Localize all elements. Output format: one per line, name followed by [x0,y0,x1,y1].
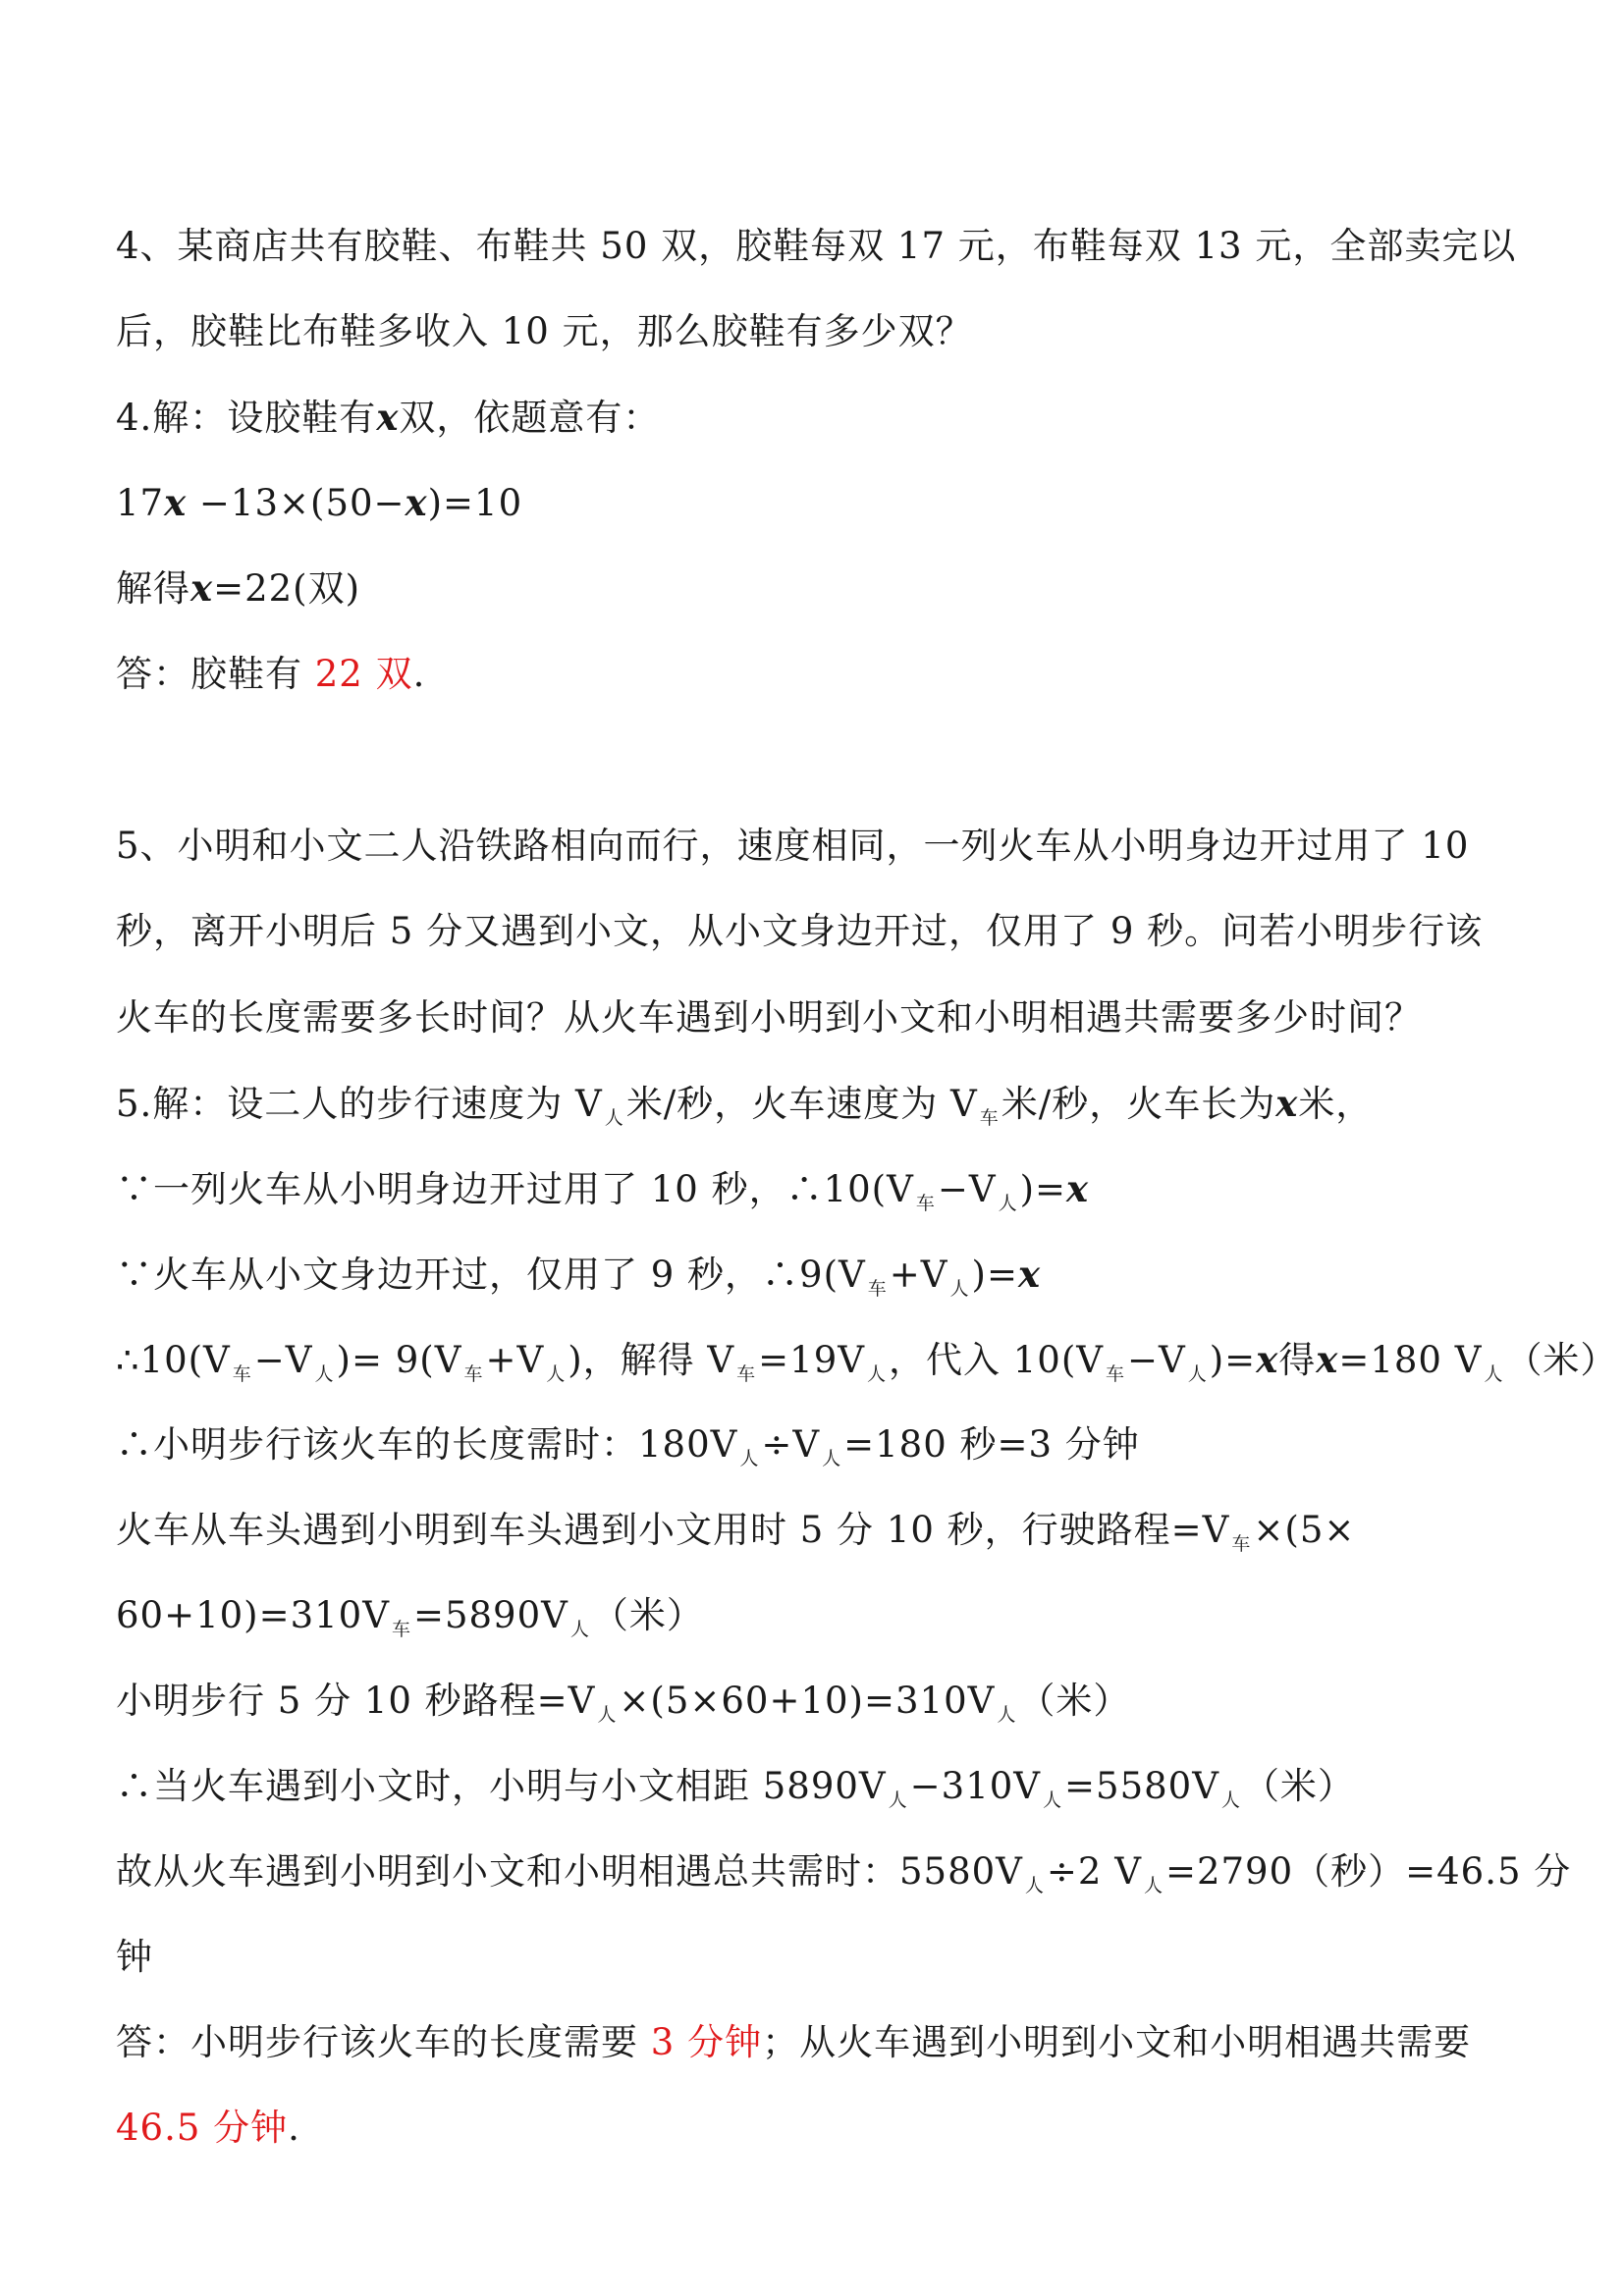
text: ∴当火车遇到小文时，小明与小文相距 5890V [116,1765,887,1807]
subscript: 人 [998,1193,1018,1214]
subscript: 车 [867,1278,888,1300]
text: 米/秒，火车速度为 V [625,1083,978,1125]
problem5-step1 [116,1079,1545,1128]
text: )= [1209,1339,1257,1381]
subscript: 人 [1024,1875,1045,1896]
text: ∴小明步行该火车的长度需时：180V [116,1423,738,1466]
subscript: 人 [1484,1363,1504,1385]
subscript: 车 [736,1363,757,1385]
subscript: 人 [546,1363,567,1385]
variable-x: x [1316,1338,1339,1381]
text: )=10 [427,482,523,524]
text: 17 [116,482,165,524]
text: 答：胶鞋有 [116,653,315,695]
variable-x: x [1066,1167,1090,1210]
text: . [288,2107,300,2149]
variable-x: x [164,481,188,524]
text: ；从火车遇到小明到小文和小明相遇共需要 [762,2021,1472,2063]
problem5-step6 [116,1506,1545,1555]
problem5-answer-line2 [116,2104,1545,2153]
text: ×(5×60+10)=310V [619,1680,996,1722]
problem5-step8 [116,1677,1545,1726]
answer-highlight: 3 分钟 [650,2021,763,2063]
subscript: 人 [604,1107,624,1129]
text: =5890V [412,1594,568,1636]
problem5-answer-line1 [116,2018,1545,2067]
text: ∵一列火车从小明身边开过用了 10 秒，∴10(V [116,1168,914,1210]
text: 双，依题意有： [399,397,661,439]
subscript: 人 [866,1363,887,1385]
text: −13×(50− [187,482,406,524]
subscript: 人 [1143,1875,1164,1896]
answer-highlight: 46.5 分钟 [116,2107,289,2149]
subscript: 车 [1231,1533,1252,1555]
text: )，解得 V [568,1339,735,1381]
subscript: 人 [569,1619,590,1640]
text: . [412,653,426,695]
text: =180 V [1338,1339,1483,1381]
problem5-question-line1: 5、小明和小文二人沿铁路相向而行，速度相同，一列火车从小明身边开过用了 10 [116,825,1470,867]
text: =5580V [1064,1765,1219,1807]
text: 60+10)=310V [116,1594,390,1636]
text: （米） [591,1594,704,1636]
text: −V [253,1339,313,1381]
text: −V [1127,1339,1186,1381]
answer-highlight: 22 双 [314,653,413,695]
text: ×(5× [1253,1509,1356,1551]
variable-x: x [405,481,428,524]
problem4-solution-intro [116,393,1545,442]
subscript: 人 [1220,1789,1241,1811]
problem5-step4 [116,1335,1618,1385]
variable-x: x [376,396,400,439]
text: =180 秒=3 分钟 [843,1423,1140,1466]
problem4-question-line2: 后，胶鞋比布鞋多收入 10 元，那么胶鞋有多少双？ [116,310,973,352]
subscript: 人 [1187,1363,1208,1385]
text: 4.解：设胶鞋有 [116,397,377,439]
text: ÷2 V [1046,1850,1142,1893]
text: ∴10(V [116,1339,231,1381]
text: 5.解：设二人的步行速度为 V [116,1083,603,1125]
subscript: 人 [314,1363,335,1385]
subscript: 人 [949,1278,970,1300]
text: ∵火车从小文身边开过，仅用了 9 秒，∴9(V [116,1254,866,1296]
subscript: 车 [979,1107,1000,1129]
subscript: 车 [232,1363,252,1385]
problem4-question-line1: 4、某商店共有胶鞋、布鞋共 50 双，胶鞋每双 17 元，布鞋每双 13 元，全部卖完以 [116,225,1517,267]
text: （米） [1018,1680,1131,1722]
variable-x: x [1017,1253,1042,1296]
problem4-answer [116,650,1545,699]
text: −V [937,1168,997,1210]
problem4-equation [116,478,1545,527]
text: 小明步行 5 分 10 秒路程=V [116,1680,596,1722]
text: =22(双) [213,567,361,610]
text: +V [889,1254,948,1296]
text: )= 9(V [336,1339,462,1381]
problem5-step2 [116,1164,1545,1213]
text: −310V [909,1765,1042,1807]
text: 火车从车头遇到小明到车头遇到小文用时 5 分 10 秒，行驶路程=V [116,1509,1230,1551]
text: 米/秒，火车长为 [1001,1083,1276,1125]
subscript: 车 [1105,1363,1125,1385]
subscript: 车 [915,1193,936,1214]
text: =19V [758,1339,865,1381]
text: （米） [1242,1765,1355,1807]
problem5-step7 [116,1591,1545,1640]
text: 解得 [116,567,190,610]
variable-x: x [1275,1082,1299,1125]
text: =2790（秒）=46.5 分 [1164,1850,1572,1893]
problem4-solved [116,563,1545,613]
subscript: 人 [822,1448,842,1469]
subscript: 人 [1043,1789,1063,1811]
problem5-question-line2: 秒，离开小明后 5 分又遇到小文，从小文身边开过，仅用了 9 秒。问若小明步行该 [116,910,1484,952]
text: 故从火车遇到小明到小文和小明相遇总共需时：5580V [116,1850,1023,1893]
variable-x: x [190,566,214,610]
text: )= [1019,1168,1067,1210]
text: ，代入 10(V [888,1339,1104,1381]
problem5-step5 [116,1420,1545,1469]
problem5-step9 [116,1762,1545,1811]
text: 米， [1298,1083,1374,1125]
text: +V [485,1339,545,1381]
text: 得 [1278,1339,1317,1381]
problem5-step11: 钟 [116,1936,153,1978]
problem5-step3 [116,1250,1545,1299]
subscript: 人 [888,1789,908,1811]
subscript: 车 [391,1619,411,1640]
text: )= [971,1254,1018,1296]
variable-x: x [1256,1338,1279,1381]
subscript: 人 [739,1448,760,1469]
text: （米） [1505,1339,1618,1381]
problem5-step10 [116,1847,1572,1896]
subscript: 人 [597,1704,618,1726]
text: ÷V [761,1423,821,1466]
problem5-question-line3: 火车的长度需要多长时间？从火车遇到小明到小文和小明相遇共需要多少时间？ [116,996,1422,1039]
subscript: 车 [463,1363,484,1385]
text: 答：小明步行该火车的长度需要 [116,2021,651,2063]
subscript: 人 [997,1704,1017,1726]
